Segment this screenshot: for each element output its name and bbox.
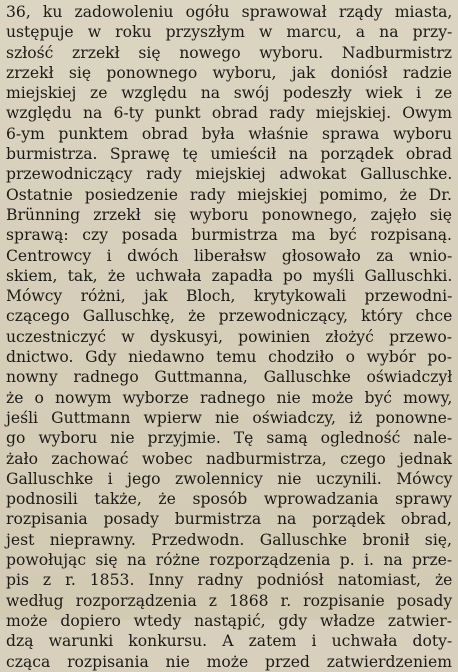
text-line: 36, ku zadowoleniu ogółu sprawował rządy miasta,: [6, 3, 453, 21]
text-line: powołując się na różne rozporządzenia p. i. na prze-: [6, 551, 453, 570]
text-line: czącego Galluschkę, że przewodniczący, który chce: [6, 307, 453, 326]
text-line: względu na 6-ty punkt obrad rady miejskiej. Owym: [6, 104, 452, 123]
text-line: rozpisania posady burmistrza na porządek obrad,: [6, 510, 452, 529]
text-line: pis z r. 1853. Inny radny podniósł natomiast, że: [6, 571, 453, 590]
text-line: według rozporządzenia z 1868 r. rozpisanie posady: [6, 591, 453, 610]
text-line: podnosili także, że sposób wprowadzania sprawy: [6, 490, 452, 509]
text-line: miejskiej ze względu na swój podeszły wiek i ze: [6, 84, 453, 103]
text-line: dnictwo. Gdy niedawno temu chodziło o wybór po-: [6, 348, 452, 367]
text-line: dzą warunki konkursu. A zatem i uchwała doty-: [6, 632, 453, 651]
text-line: Mówcy różni, jak Bloch, krytykowali przewodni-: [6, 287, 453, 306]
text-line: jest nieprawny. Przedwodn. Galluschke bronił się,: [6, 530, 452, 549]
text-line: uczestniczyć w dyskusyi, powinien złożyć przewo-: [6, 327, 452, 346]
text-line: cząca rozpisania nie może przed zatwierdzeniem: [6, 652, 452, 671]
text-line: żało zachować wobec nadburmistrza, czego jednak: [6, 449, 452, 468]
article-column: [6, 2, 452, 672]
text-line: Ostatnie posiedzenie rady miejskiej pomimo, że Dr.: [6, 185, 452, 204]
text-line: nowny radnego Guttmanna, Galluschke oświadczył: [6, 368, 453, 387]
text-line: przewodniczący rady miejskiej adwokat Galluschke.: [6, 165, 453, 184]
text-line: Centrowcy i dwóch liberałsw głosowało za wnio-: [6, 246, 453, 265]
text-line: sprawą: czy posada burmistrza ma być rozpisaną.: [6, 226, 452, 245]
text-line: może dopiero wtedy nastąpić, gdy władze zatwier-: [6, 611, 452, 630]
text-line: 6-ym punktem obrad była właśnie sprawa wyboru: [6, 124, 452, 143]
text-line: go wyboru nie przyjmie. Tę samą ogledność nale-: [6, 429, 453, 448]
text-line: zrzekł się ponownego wyboru, jak doniósł radzie: [6, 63, 452, 82]
text-line: szłość zrzekł się nowego wyboru. Nadburmistrz: [6, 43, 452, 62]
text-line: Brünning zrzekł się wyboru ponownego, zajęło się: [6, 205, 452, 224]
text-line: skiem, tak, że uchwała zapadła po myśli Galluschki.: [6, 266, 453, 285]
text-line: burmistrza. Sprawę tę umieścił na porządek obrad: [6, 145, 452, 164]
text-line: że o nowym wyborze radnego nie może być mowy,: [6, 388, 453, 407]
text-line: Galluschke i jego zwolennicy nie uczynili. Mówcy: [6, 469, 453, 488]
text-line: ustępuje w roku przyszłym w marcu, a na przy-: [6, 23, 453, 42]
text-line: jeśli Guttmann wpierw nie oświadczy, iż ponowne-: [6, 408, 453, 427]
